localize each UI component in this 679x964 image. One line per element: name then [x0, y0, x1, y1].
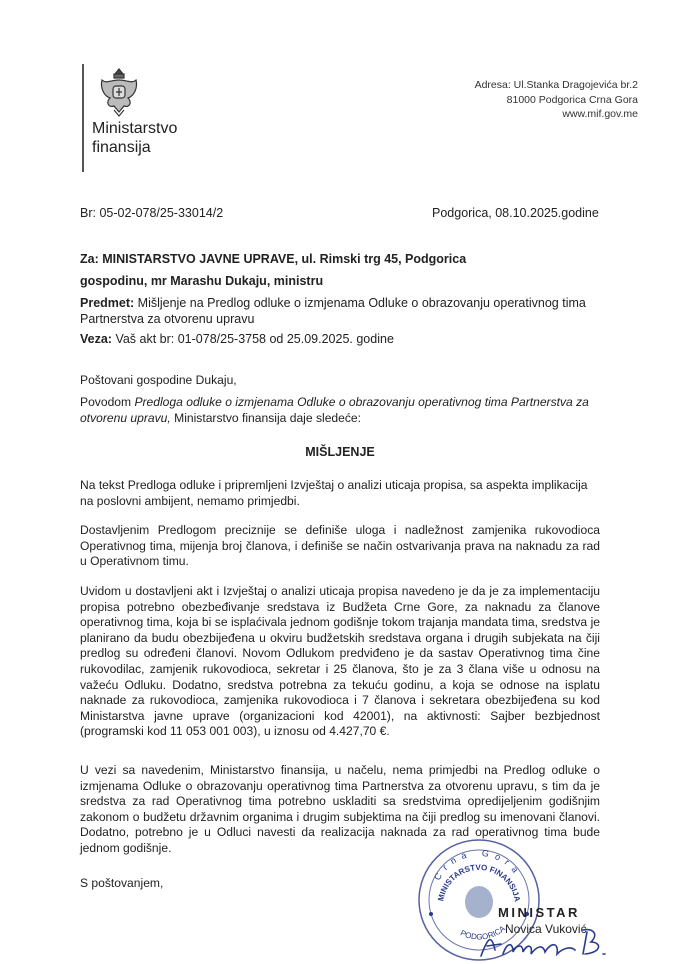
signer-title: MINISTAR [498, 905, 580, 920]
recipient-line2: gospodinu, mr Marashu Dukaju, ministru [80, 274, 324, 288]
signer-name: Novica Vuković [505, 922, 587, 936]
reference-number: Br: 05-02-078/25-33014/2 [80, 206, 224, 220]
reference [80, 332, 394, 346]
subject [80, 295, 620, 327]
paragraph-2: Dostavljenim Predlogom preciznije se definiše uloga i nadležnost zamjenika rukovodioca Operativnog tima, mijenja broj članova, i definiše se način ostvarivanja prava na naknadu za rad u Operativnom timu. [80, 523, 600, 569]
opinion-heading: MIŠLJENJE [305, 445, 375, 459]
greeting: Poštovani gospodine Dukaju, [80, 373, 237, 387]
handwritten-signature-icon [473, 920, 643, 960]
address-city: 81000 Podgorica Crna Gora [506, 93, 638, 106]
place-date: Podgorica, 08.10.2025.godine [432, 206, 599, 220]
intro-suffix: Ministarstvo finansija daje sledeće: [170, 410, 362, 425]
website-link[interactable]: www.mif.gov.me [562, 108, 638, 120]
address-street: Adresa: Ul.Stanka Dragojevića br.2 [474, 79, 638, 91]
paragraph-4: U vezi sa navedenim, Ministarstvo finansija, u načelu, nema primjedbi na Predlog odluke o izmjenama Odluke o obrazovanju operativnog tima Partnerstva za otvorenu upravu, s tim da je sredstva za rad Operativnog tima potrebno uskladiti sa sredstvima opredijeljenim godišnjim zakonom o budžetu državnim organima i drugim subjektima na čiji predlog su imenovani članovi. Dodatno, potrebno je u Odluci navesti da realizacija naknada za rad operativnog tima bude jednom godišnje. [80, 763, 600, 855]
svg-text:Crna Gora: Crna Gora [432, 847, 525, 883]
paragraph-3: Uvidom u dostavljeni akt i Izvještaj o analizi uticaja propisa navedeno je da je za implementaciju propisa potrebno obezbeđivanje sredstava iz Budžeta Crne Gore, za naknadu za članove operativnog tima, koja bi se isplaćivala jednom godišnje tokom trajanja mandata tima, sredstva je planirano da budu obezbijeđena u okviru budžetskih sredstava organa i drugih subjekata na čiji predlog su određeni članovi. Novom Odlukom predviđeno je da sastav Operativnog tima čine rukovodilac, zamjenik rukovodioca, sekretar i 25 članova, što je za 3 člana više u odnosu na važeću Odluku. Dodatno, sredstva potrebna za tekuću godinu, a koja se odnose na isplatu naknade za rukovodioca, zamjenika rukovodioca i 7 članova i sekretara obezbijeđena su kod Ministarstva javne uprave (organizacioni kod 42001), na aktivnosti: Sajber bezbjednost (programski kod 11 053 001 003), u iznosu od 4.427,70 €. [80, 584, 600, 739]
ministry-name-line2: finansija [92, 139, 151, 156]
reference-label: Veza: [80, 332, 112, 346]
closing: S poštovanjem, [80, 876, 164, 890]
letterhead-divider [82, 64, 84, 172]
intro-prefix: Povodom [80, 395, 135, 409]
subject-label: Predmet: [80, 296, 135, 310]
reference-text: Vaš akt br: 01-078/25-3758 od 25.09.2025. godine [111, 332, 394, 346]
svg-text:PODGORICA: PODGORICA [458, 923, 507, 942]
intro-italic: Predloga odluke o izmjenama Odluke o obrazovanju operativnog tima Partnerstva za otvorenu upravu, [80, 395, 589, 425]
intro-paragraph [80, 395, 600, 426]
ministry-name-line1: Ministarstvo [92, 120, 178, 137]
recipient-line1: Za: MINISTARSTVO JAVNE UPRAVE, ul. Rimski trg 45, Podgorica [80, 252, 467, 266]
montenegro-coat-of-arms-icon [96, 66, 142, 118]
paragraph-1: Na tekst Predloga odluke i pripremljeni Izvještaj o analizi uticaja propisa, sa aspekta implikacija na poslovni ambijent, nemamo primjedbi. [80, 478, 588, 508]
subject-text: Mišljenje na Predlog odluke o izmjenama Odluke o obrazovanju operativnog tima Partnerstva za otvorenu upravu [80, 296, 586, 326]
ministry-name [92, 119, 177, 157]
ministry-address [475, 78, 638, 122]
svg-text:MINISTARSTVO FINANSIJA: MINISTARSTVO FINANSIJA [436, 862, 522, 903]
